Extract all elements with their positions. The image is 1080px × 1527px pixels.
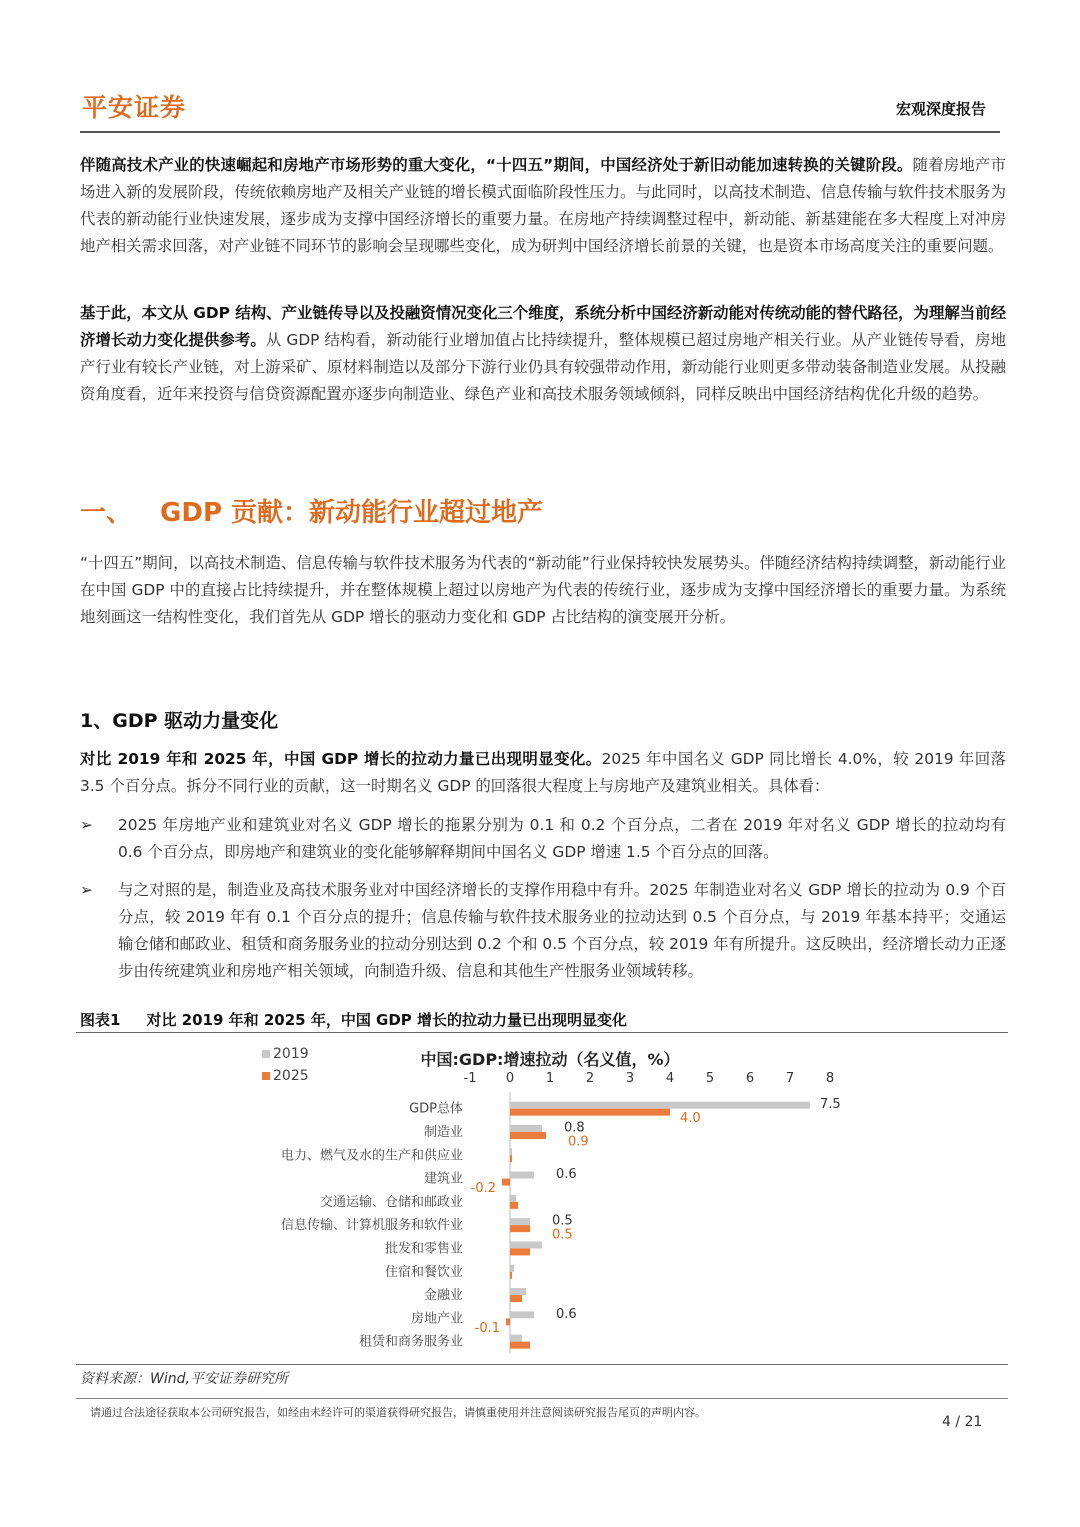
category-label: 制造业 [423,1124,463,1140]
category-label: 信息传输、计算机服务和软件业 [280,1218,463,1234]
subsection-paragraph-body: 2025 年中国名义 GDP 同比增长 4.0%，较 2019 年回落 3.5 个百分点。拆分不同行业的贡献，这一时期名义 GDP 的回落很大程度上与房地产及建筑业相关。具体看： [80,750,1006,795]
category-label: GDP总体 [409,1101,463,1117]
section-paragraph: “十四五”期间，以高技术制造、信息传输与软件技术服务为代表的“新动能”行业保持较快发展势头。伴随经济结构持续调整，新动能行业在中国 GDP 中的直接占比持续提升，并在整体规模上超过以房地产为代表的传统行业，逐步成为支撑中国经济增长的重要力量。为系统地刻画这一结构性变化，我们首先从 GDP 增长的驱动力变化和 GDP 占比结构的演变展开分析。 [80,554,1006,626]
category-label: 交通运输、仓储和邮政业 [319,1194,463,1210]
bullet-item-1 [80,812,1006,866]
bar-2025 [510,1295,522,1302]
x-tick-label: 2 [585,1071,595,1086]
category-label: 住宿和餐饮业 [384,1264,463,1280]
subsection-paragraph [80,746,1006,800]
bar-2019 [510,1288,526,1295]
page-number: 4 / 21 [942,1414,983,1430]
bullet-arrow-icon: ➢ [80,816,93,834]
company-logo: 平安证券 [82,93,187,122]
bullet-item-2 [80,877,1006,985]
bar-2019 [510,1335,522,1342]
category-label: 房地产业 [410,1311,463,1327]
data-label: -0.1 [474,1320,500,1336]
intro-paragraph-1-body: 随着房地产市场进入新的发展阶段，传统依赖房地产及相关产业链的增长模式面临阶段性压力。与此同时，以高技术制造、信息传输与软件技术服务为代表的新动能行业快速发展，逐步成为支撑中国经济增长的重要力量。在房地产持续调整过程中，新动能、新基建能在多大程度上对冲房地产相关需求回落，对产业链不同环节的影响会呈现哪些变化，成为研判中国经济增长前景的关键，也是资本市场高度关注的重要问题。 [80,156,1006,255]
x-tick-label: -1 [463,1071,477,1086]
bar-2025 [510,1342,530,1349]
intro-paragraph-2-lead: 基于此，本文从 GDP 结构、产业链传导以及投融资情况变化三个维度，系统分析中国经济新动能对传统动能的替代路径，为理解当前经济增长动力变化提供参考。 [80,304,1006,349]
data-label: -0.2 [470,1181,496,1197]
x-tick-label: 1 [545,1071,555,1086]
legend-swatch-2019 [262,1050,270,1058]
x-tick-label: 8 [825,1071,835,1086]
figure-top-divider [76,1032,1008,1033]
report-type: 宏观深度报告 [895,100,986,118]
intro-paragraph-2 [80,300,1006,408]
bar-2019 [510,1265,514,1272]
data-label: 0.6 [556,1306,577,1322]
bar-2019 [510,1195,516,1202]
footer-divider [76,1398,1008,1399]
category-label: 金融业 [423,1288,463,1304]
legend-label-2019: 2019 [273,1046,309,1062]
header-divider [80,131,1000,133]
bar-2019 [510,1172,534,1179]
data-label: 4.0 [680,1111,701,1127]
legend-swatch-2025 [262,1072,270,1080]
category-label: 电力、燃气及水的生产和供应业 [280,1148,463,1164]
data-label: 0.5 [552,1213,573,1229]
section-number: 一、 [80,498,133,528]
bar-2025 [510,1248,530,1255]
bar-2025 [510,1109,670,1116]
bullet-text-1: 2025 年房地产业和建筑业对名义 GDP 增长的拖累分别为 0.1 和 0.2 个百分点，二者在 2019 年对名义 GDP 增长的拉动均有 0.6 个百分点，即房地产和建筑业的变化能够解释期间中国名义 GDP 增速 1.5 个百分点的回落。 [118,816,1006,861]
footer-disclaimer: 请通过合法途径获取本公司研究报告，如经由未经许可的渠道获得研究报告，请慎重使用并注意阅读研究报告尾页的声明内容。 [90,1406,706,1419]
figure-source: 资料来源：Wind,平安证券研究所 [80,1371,288,1387]
bullet-arrow-icon: ➢ [80,881,93,899]
bar-2025 [506,1318,510,1325]
legend-label-2025: 2025 [273,1068,309,1084]
bar-2025 [510,1225,530,1232]
figure-title: 对比 2019 年和 2025 年，中国 GDP 增长的拉动力量已出现明显变化 [146,1011,628,1029]
data-label: 0.8 [564,1120,585,1136]
bar-2019 [510,1102,810,1109]
section-heading [80,492,543,529]
subsection-heading: 1、GDP 驱动力量变化 [80,710,279,732]
subsection-paragraph-lead: 对比 2019 年和 2025 年，中国 GDP 增长的拉动力量已出现明显变化。 [80,750,602,768]
x-tick-label: 5 [705,1071,715,1086]
bar-2019 [510,1125,542,1132]
x-tick-label: 7 [785,1071,795,1086]
data-label: 0.5 [552,1227,573,1243]
category-label: 批发和零售业 [384,1241,463,1257]
data-label: 7.5 [820,1097,841,1113]
category-label: 租赁和商务服务业 [358,1334,463,1350]
data-label: 0.9 [568,1134,589,1150]
section-title: GDP 贡献：新动能行业超过地产 [160,498,544,528]
x-tick-label: 3 [625,1071,635,1086]
figure-label: 图表1 [80,1011,121,1029]
bar-2025 [510,1155,512,1162]
intro-paragraph-1 [80,152,1006,260]
x-tick-label: 4 [665,1071,675,1086]
figure-bottom-divider [76,1364,1008,1365]
intro-paragraph-2-body: 从 GDP 结构看，新动能行业增加值占比持续提升，整体规模已超过房地产相关行业。从产业链传导看，房地产行业有较长产业链，对上游采矿、原材料制造以及部分下游行业仍具有较强带动作用，新动能行业则更多带动装备制造业发展。从投融资角度看，近年来投资与信贷资源配置亦逐步向制造业、绿色产业和高技术服务领域倾斜，同样反映出中国经济结构优化升级的趋势。 [80,331,1006,403]
bar-2019 [510,1241,542,1248]
bar-2025 [502,1179,510,1186]
bar-2019 [510,1148,512,1155]
intro-paragraph-1-lead: 伴随高技术产业的快速崛起和房地产市场形势的重大变化，“十四五”期间，中国经济处于新旧动能加速转换的关键阶段。 [80,156,913,174]
x-tick-label: 0 [505,1071,515,1086]
x-tick-label: 6 [745,1071,755,1086]
bar-2025 [510,1132,546,1139]
bar-2025 [510,1202,518,1209]
bar-2019 [510,1218,530,1225]
bar-2019 [510,1311,534,1318]
bullet-text-2: 与之对照的是，制造业及高技术服务业对中国经济增长的支撑作用稳中有升。2025 年制造业对名义 GDP 增长的拉动为 0.9 个百分点，较 2019 年有 0.1 个百分点的提升；信息传输与软件技术服务业的拉动达到 0.5 个百分点，与 2019 年基本持平；交通运输仓储和邮政业、租赁和商务服务业的拉动分别达到 0.2 个和 0.5 个百分点，较 2019 年有所提升。这反映出，经济增长动力正逐步由传统建筑业和房地产相关领域，向制造升级、信息和其他生产性服务业领域转移。 [118,881,1006,980]
gdp-contribution-chart [230,1040,870,1360]
category-label: 建筑业 [423,1171,463,1187]
bar-2025 [510,1272,512,1279]
chart-title: 中国:GDP:增速拉动（名义值，%） [420,1050,680,1069]
figure-caption [80,1009,627,1030]
data-label: 0.6 [556,1167,577,1183]
